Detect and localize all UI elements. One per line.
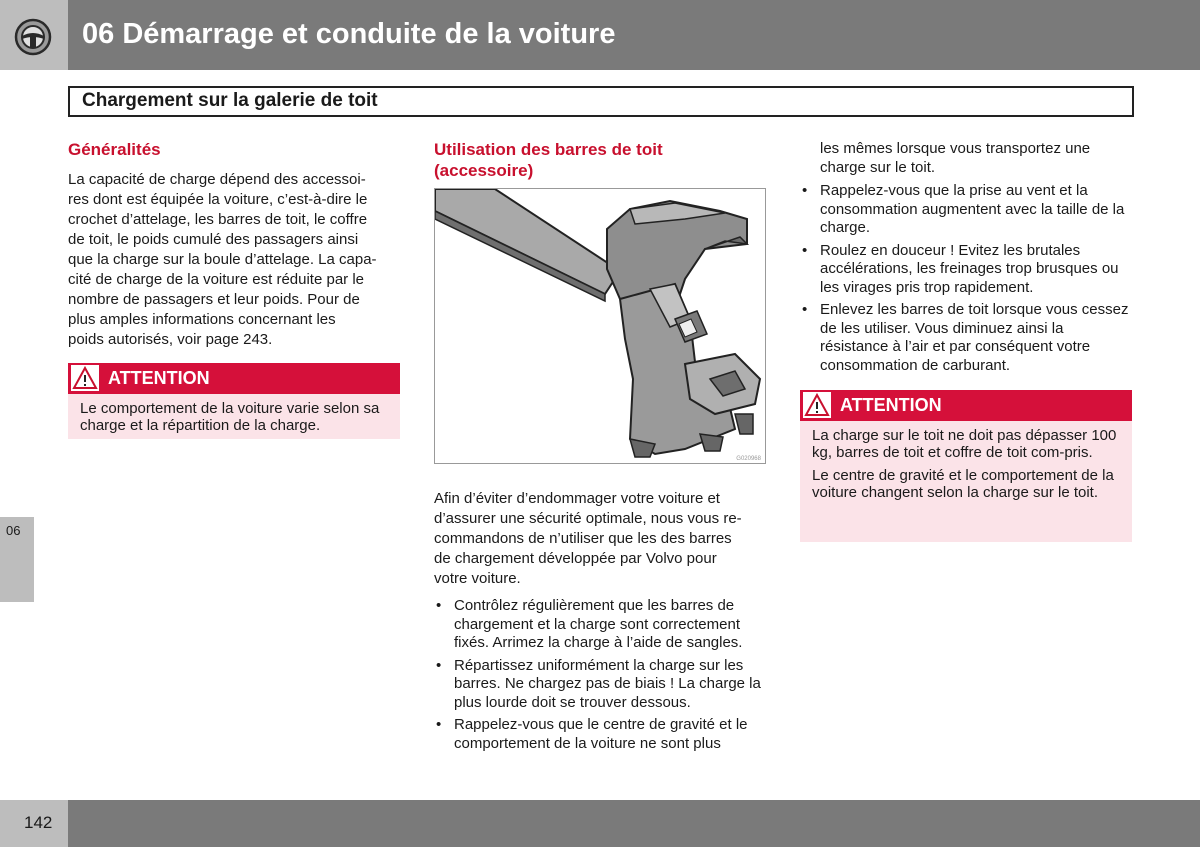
list-item-text: Enlevez les barres de toit lorsque vous cessez de les utiliser. Vous diminuez ainsi la résistance à l’air et par conséquent votre consommation de carburant. [820,301,1129,374]
chapter-title: 06 Démarrage et conduite de la voiture [82,18,616,50]
utilisation-intro [434,489,774,589]
text-line: plus amples informations concernant les [68,311,336,328]
roof-rack-figure [434,188,766,464]
footer-left-block [0,800,68,847]
attention-box-right [800,390,1132,542]
figure-code: G020968 [736,456,761,462]
attention-body [800,421,1132,542]
generalites-paragraph [68,170,408,350]
text-line: res dont est équipée la voiture, c’est-à-dire le [68,191,368,208]
attention-header [68,363,400,394]
chapter-tab-label: 06 [6,523,21,538]
list-item-text: Rappelez-vous que le centre de gravité et le comportement de la voiture ne sont plus [454,716,748,752]
right-bullets [800,182,1132,379]
text-line: commandons de n’utiliser que les des barres [434,530,732,547]
roof-rack-illustration [435,189,765,463]
attention-text: Le comportement de la voiture varie selon sa charge et la répartition de la charge. [80,400,380,434]
attention-text: Le centre de gravité et le comportement de la voiture changent selon la charge sur le toit. [812,467,1114,501]
text-line: nombre de passagers et leur poids. Pour de [68,291,360,308]
heading-utilisation [434,139,663,181]
attention-box-left [68,363,400,441]
text-line: que la charge sur la boule d’attelage. La capa- [68,251,377,268]
list-item: • Roulez en douceur ! Evitez les brutales accélérations, les freinages trop brusques ou les virages pris trop rapidement. [802,241,1119,296]
text-line: votre voiture. [434,570,521,587]
chapter-side-tab [0,517,34,602]
list-item: • Répartissez uniformément la charge sur les barres. Ne chargez pas de biais ! La charge la plus lourde doit se trouver dessous. [436,656,761,711]
attention-text: La charge sur le toit ne doit pas dépasser 100 kg, barres de toit et coffre de toit com-pris. [812,427,1117,461]
attention-header [800,390,1132,421]
list-item: • Rappelez-vous que le centre de gravité et le comportement de la voiture ne sont plus [436,716,748,752]
text-line: cité de charge de la voiture est réduite par le [68,271,365,288]
attention-label: ATTENTION [108,368,210,388]
utilisation-bullets [434,597,766,757]
heading-line: Utilisation des barres de toit [434,140,663,159]
text-line: crochet d’attelage, les barres de toit, le coffre [68,211,368,228]
section-title-box [68,86,1134,117]
warning-triangle-icon [71,365,99,391]
text-line: Afin d’éviter d’endommager votre voiture et [434,490,720,507]
list-item: • Rappelez-vous que la prise au vent et la consommation augmentent avec la taille de la charge. [802,182,1125,236]
list-item: • Contrôlez régulièrement que les barres de chargement et la charge sont correctement fixés. Arrimez la charge à l’aide de sangles. [436,597,743,651]
text-line: de toit, le poids cumulé des passagers ainsi [68,231,359,248]
list-item-text: Roulez en douceur ! Evitez les brutales accélérations, les freinages trop brusques ou les virages pris trop rapidement. [820,241,1119,296]
section-title: Chargement sur la galerie de toit [82,90,378,111]
text-line: de chargement développée par Volvo pour [434,550,717,567]
list-item-text: Rappelez-vous que la prise au vent et la consommation augmentent avec la taille de la charge. [820,182,1125,236]
text-line: La capacité de charge dépend des accessoi- [68,171,366,188]
warning-triangle-icon [803,392,831,418]
list-item-text: Contrôlez régulièrement que les barres de chargement et la charge sont correctement fixés. Arrimez la charge à l’aide de sangles. [454,597,743,651]
list-item-text: Répartissez uniformément la charge sur les barres. Ne chargez pas de biais ! La charge la plus lourde doit se trouver dessous. [454,656,761,711]
footer-bar [68,800,1200,847]
heading-generalites: Généralités [68,140,161,159]
page-number: 142 [24,813,53,832]
attention-label: ATTENTION [840,395,942,415]
text-line: d’assurer une sécurité optimale, nous vous re- [434,510,742,527]
continuation-text: les mêmes lorsque vous transportez une charge sur le toit. [820,140,1091,176]
text-line: poids autorisés, voir page 243. [68,331,273,348]
steering-wheel-icon [14,18,52,56]
attention-body [68,394,400,439]
heading-line: (accessoire) [434,161,534,180]
list-item: • Enlevez les barres de toit lorsque vous cessez de les utiliser. Vous diminuez ainsi la résistance à l’air et par conséquent votre consommation de carburant. [802,301,1129,374]
